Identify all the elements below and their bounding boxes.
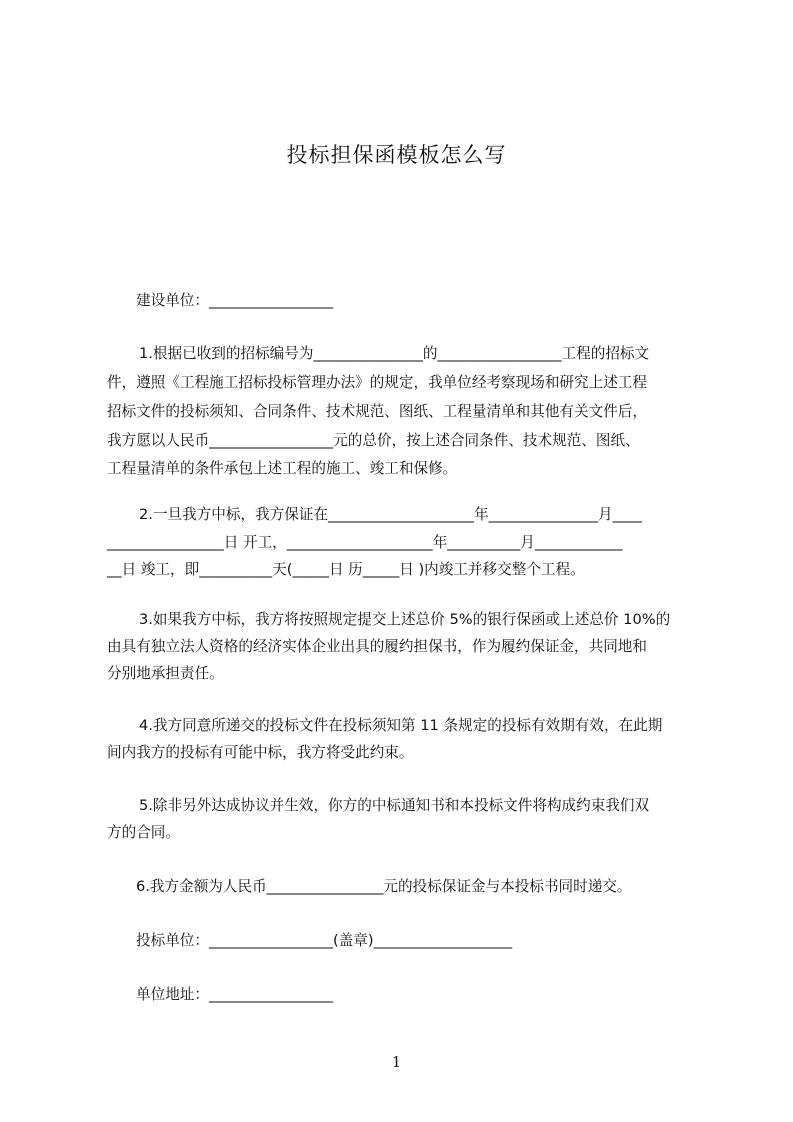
clause-line: 我方愿以人民币_________________元的总价，按上述合同条件、技术规范、图纸、 [107,432,640,449]
page-number: 1 [391,1053,402,1071]
document-title: 投标担保函模板怎么写 [286,143,507,167]
clause-line: 由具有独立法人资格的经济实体企业出具的履约担保书，作为履约保证金，共同地和 [107,638,647,655]
bidder-unit-field: 投标单位：_________________(盖章)___________________ [136,932,513,949]
clause-line: 招标文件的投标须知、合同条件、技术规范、图纸、工程量清单和其他有关文件后， [107,403,647,420]
clause-line: 6.我方金额为人民币________________元的投标保证金与本投标书同时递交。 [136,878,632,895]
clause-line: 间内我方的投标有可能中标，我方将受此约束。 [107,744,414,761]
clause-line: 方的合同。 [107,824,180,841]
clause-line: 1.根据已收到的招标编号为_______________的_________________工程的招标文 [139,345,650,362]
clause-line: 3.如果我方中标，我方将按照规定提交上述总价 5%的银行保函或上述总价 10%的 [139,611,671,628]
clause-line: 分别地承担责任。 [107,665,224,682]
clause-line: 4.我方同意所递交的投标文件在投标须知第 11 条规定的投标有效期有效，在此期 [139,717,663,734]
clause-line: 件，遵照《工程施工招标投标管理办法》的规定，我单位经考察现场和研究上述工程 [107,374,647,391]
clause-line: 5.除非另外达成协议并生效，你方的中标通知书和本投标文件将构成约束我们双 [139,797,650,814]
clause-line: ________________日 开工，____________________年__________月____________ [107,534,623,551]
clause-line: 工程量清单的条件承包上述工程的施工、竣工和保修。 [107,460,458,477]
unit-address-field: 单位地址：_________________ [136,986,334,1003]
clause-line: __日 竣工，即__________天(_____日 历_____日 )内竣工并移交整个工程。 [107,561,585,578]
clause-line: 2.一旦我方中标，我方保证在____________________年_______________月____ [139,506,642,523]
construction-unit-field: 建设单位：_________________ [136,292,334,309]
